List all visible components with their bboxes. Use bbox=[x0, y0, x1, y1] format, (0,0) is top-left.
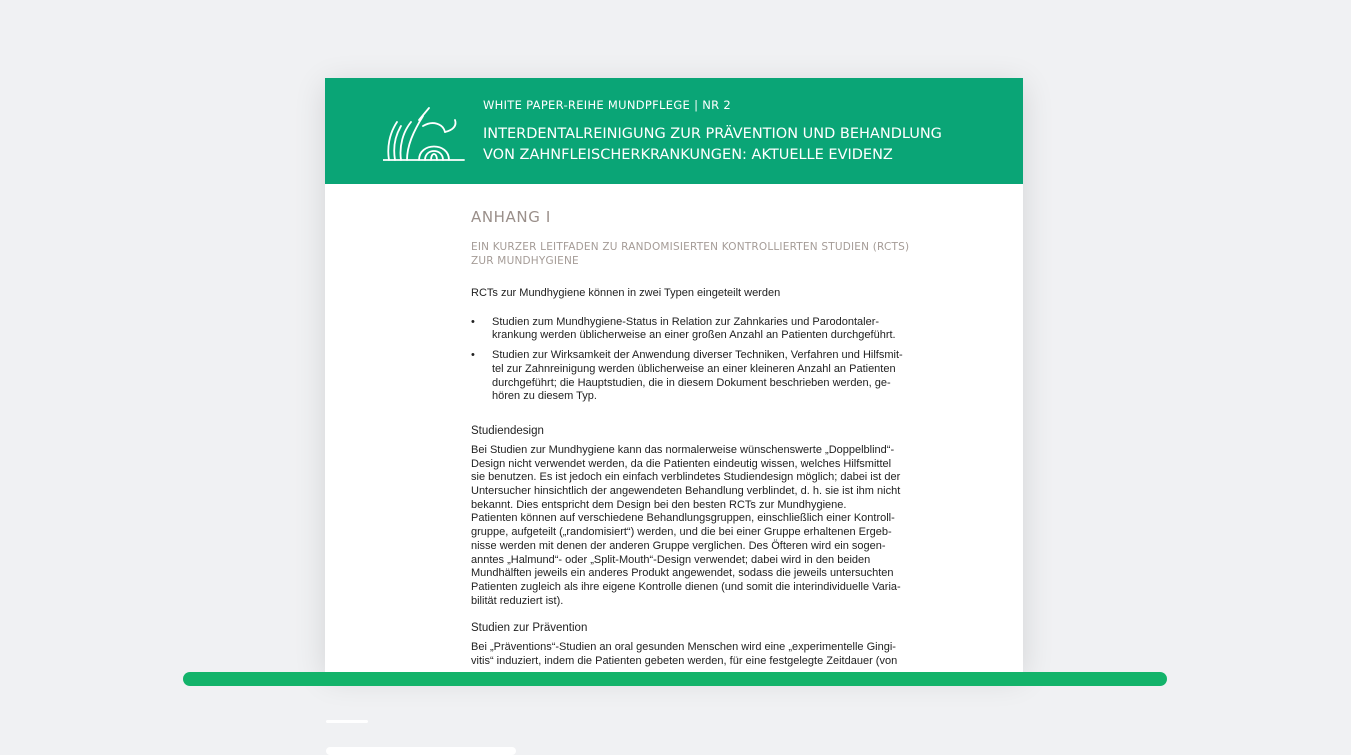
list-item bbox=[471, 316, 961, 343]
appendix-heading: ANHANG I bbox=[471, 208, 551, 226]
interdental-brush-teeth-icon bbox=[383, 106, 465, 162]
text-line: Patienten zugleich als ihre eigene Kontrolle dienen (und somit die interindividuelle Varia- bbox=[471, 580, 901, 593]
text-line: Studien zum Mundhygiene-Status in Relation zur Zahnkaries und Parodontaler- bbox=[492, 315, 880, 328]
text-line: Bei „Präventions“-Studien an oral gesunden Menschen wird eine „experimentelle Gingi- bbox=[471, 641, 896, 654]
text-line: krankung werden üblicherweise an einer großen Anzahl an Patienten durchgeführt. bbox=[492, 329, 896, 342]
text-line: Studien zur Wirksamkeit der Anwendung diverser Techniken, Verfahren und Hilfsmit- bbox=[492, 349, 903, 362]
bullet-list bbox=[471, 316, 961, 404]
subheading-line: ZUR MUNDHYGIENE bbox=[471, 255, 579, 267]
appendix-subheading bbox=[471, 240, 961, 268]
document-title bbox=[483, 124, 942, 166]
text-line: sie benutzen. Es ist jedoch ein einfach verblindetes Studiendesign möglich; dabei ist der bbox=[471, 471, 901, 484]
text-line: Untersucher hinsichtlich der angewendeten Behandlung verblindet, d. h. sie ist ihm nicht bbox=[471, 485, 901, 498]
title-line: INTERDENTALREINIGUNG ZUR PRÄVENTION UND BEHANDLUNG bbox=[483, 126, 942, 142]
text-line: anntes „Halmund“- oder „Split-Mouth“-Design verwendet; dabei wird in den beiden bbox=[471, 553, 871, 566]
divider bbox=[326, 720, 368, 723]
list-item bbox=[471, 349, 961, 404]
text-line: Design nicht verwendet werden, da die Patienten eindeutig wissen, welches Hilfsmittel bbox=[471, 457, 892, 470]
intro-text: RCTs zur Mundhygiene können in zwei Typen eingeteilt werden bbox=[471, 287, 781, 299]
section-title-study-design: Studiendesign bbox=[471, 424, 544, 437]
text-line: tel zur Zahnreinigung werden üblicherweise an einer kleineren Anzahl an Patienten bbox=[492, 362, 896, 375]
text-line: Patienten können auf verschiedene Behandlungsgruppen, einschließlich einer Kontroll- bbox=[471, 512, 895, 525]
series-label: WHITE PAPER-REIHE MUNDPFLEGE | NR 2 bbox=[483, 98, 731, 112]
text-line: vitis“ induziert, indem die Patienten gebeten werden, für eine festgelegte Zeitdauer (von bbox=[471, 655, 898, 668]
text-line: hören zu diesem Typ. bbox=[492, 390, 597, 403]
bullet-icon: • bbox=[471, 349, 475, 362]
document-body bbox=[471, 208, 961, 669]
text-line: Mundhälften jeweils ein anderes Produkt angewendet, sodass die jeweils untersuchten bbox=[471, 567, 894, 580]
section-title-prevention: Studien zur Prävention bbox=[471, 622, 588, 635]
text-line: nisse werden mit denen der anderen Gruppe verglichen. Des Öfteren wird ein sogen- bbox=[471, 539, 886, 552]
header-banner bbox=[325, 78, 1023, 184]
text-line: Bei Studien zur Mundhygiene kann das normalerweise wünschenswerte „Doppelblind“- bbox=[471, 443, 895, 456]
bullet-icon: • bbox=[471, 315, 475, 328]
title-line: VON ZAHNFLEISCHERKRANKUNGEN: AKTUELLE EVIDENZ bbox=[483, 147, 893, 163]
divider bbox=[326, 747, 516, 755]
prevention-paragraph bbox=[471, 641, 961, 668]
scroll-progress-bar bbox=[183, 672, 1167, 686]
document-page bbox=[325, 78, 1023, 672]
text-line: gruppe, aufgeteilt („randomisiert“) werden, und die bei einer Gruppe erhaltenen Ergeb- bbox=[471, 526, 892, 539]
text-line: bilität reduziert ist). bbox=[471, 594, 564, 607]
text-line: bekannt. Dies entspricht dem Design bei den besten RCTs zur Mundhygiene. bbox=[471, 498, 847, 511]
text-line: durchgeführt; die Hauptstudien, die in diesem Dokument beschrieben werden, ge- bbox=[492, 376, 891, 389]
study-design-paragraph bbox=[471, 444, 961, 608]
subheading-line: EIN KURZER LEITFADEN ZU RANDOMISIERTEN KONTROLLIERTEN STUDIEN (RCTS) bbox=[471, 241, 910, 253]
